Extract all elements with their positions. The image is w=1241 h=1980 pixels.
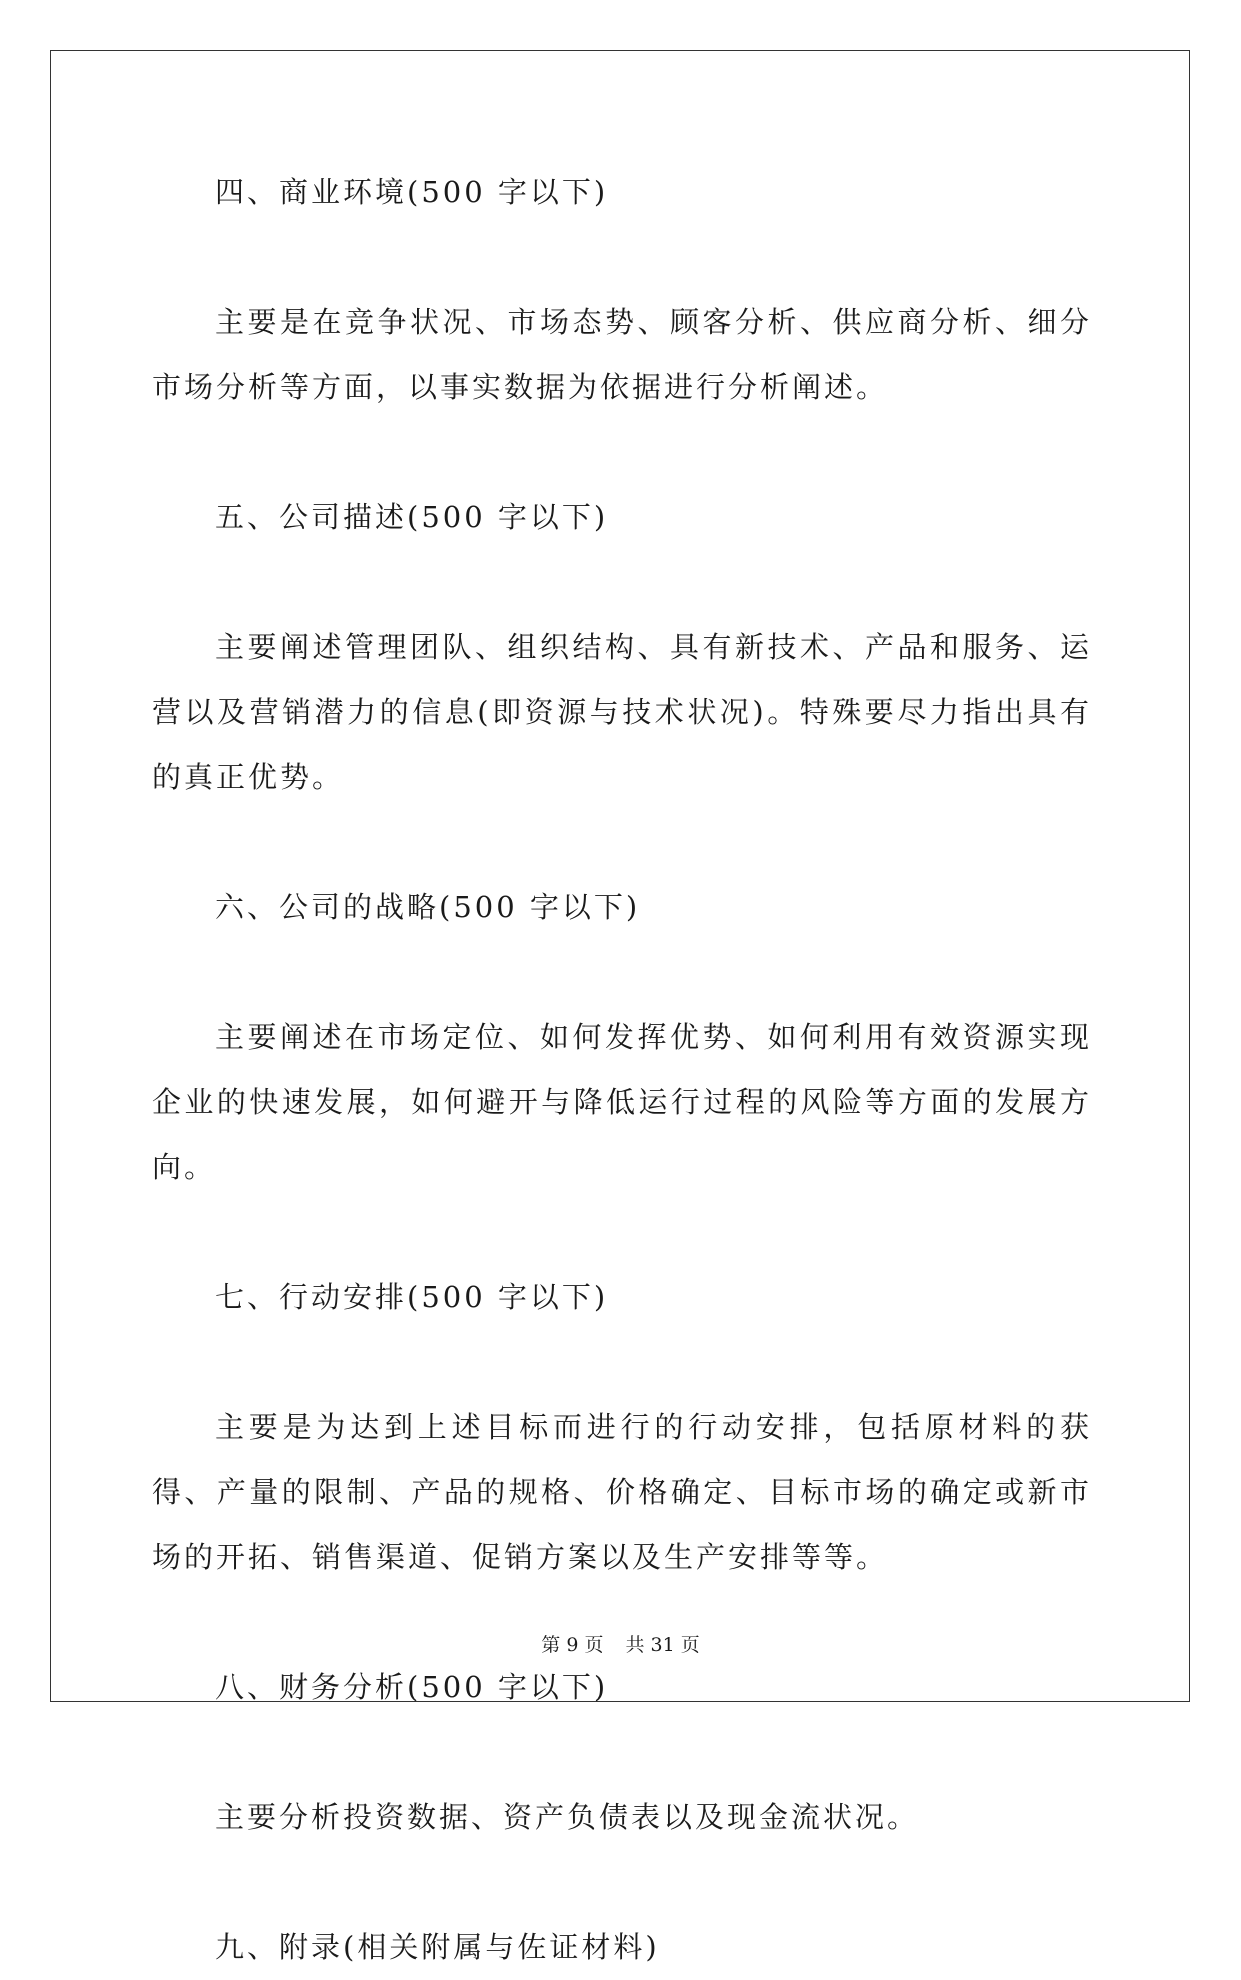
section-heading-6: 六、公司的战略(500 字以下) [215, 890, 641, 924]
section-body-8: 主要分析投资数据、资产负债表以及现金流状况。 [215, 1800, 920, 1834]
section-heading-5: 五、公司描述(500 字以下) [215, 500, 609, 534]
document-body [152, 160, 1092, 1980]
section-body-5: 主要阐述管理团队、组织结构、具有新技术、产品和服务、运营以及营销潜力的信息(即资源与技术状况)。特殊要尽力指出具有的真正优势。 [152, 630, 1092, 794]
section-body-6: 主要阐述在市场定位、如何发挥优势、如何利用有效资源实现企业的快速发展，如何避开与降低运行过程的风险等方面的发展方向。 [152, 1020, 1092, 1184]
section-body-7: 主要是为达到上述目标而进行的行动安排，包括原材料的获得、产量的限制、产品的规格、价格确定、目标市场的确定或新市场的开拓、销售渠道、促销方案以及生产安排等等。 [152, 1410, 1092, 1574]
section-heading-9: 九、附录(相关附属与佐证材料) [215, 1930, 660, 1964]
section-heading-4: 四、商业环境(500 字以下) [215, 175, 609, 209]
page-number: 第 9 页 [541, 1634, 604, 1656]
page-footer [0, 1630, 1241, 1657]
page-total: 共 31 页 [625, 1634, 700, 1656]
section-heading-7: 七、行动安排(500 字以下) [215, 1280, 609, 1314]
section-body-4: 主要是在竞争状况、市场态势、顾客分析、供应商分析、细分市场分析等方面，以事实数据为依据进行分析阐述。 [152, 305, 1092, 404]
section-heading-8: 八、财务分析(500 字以下) [215, 1670, 609, 1704]
